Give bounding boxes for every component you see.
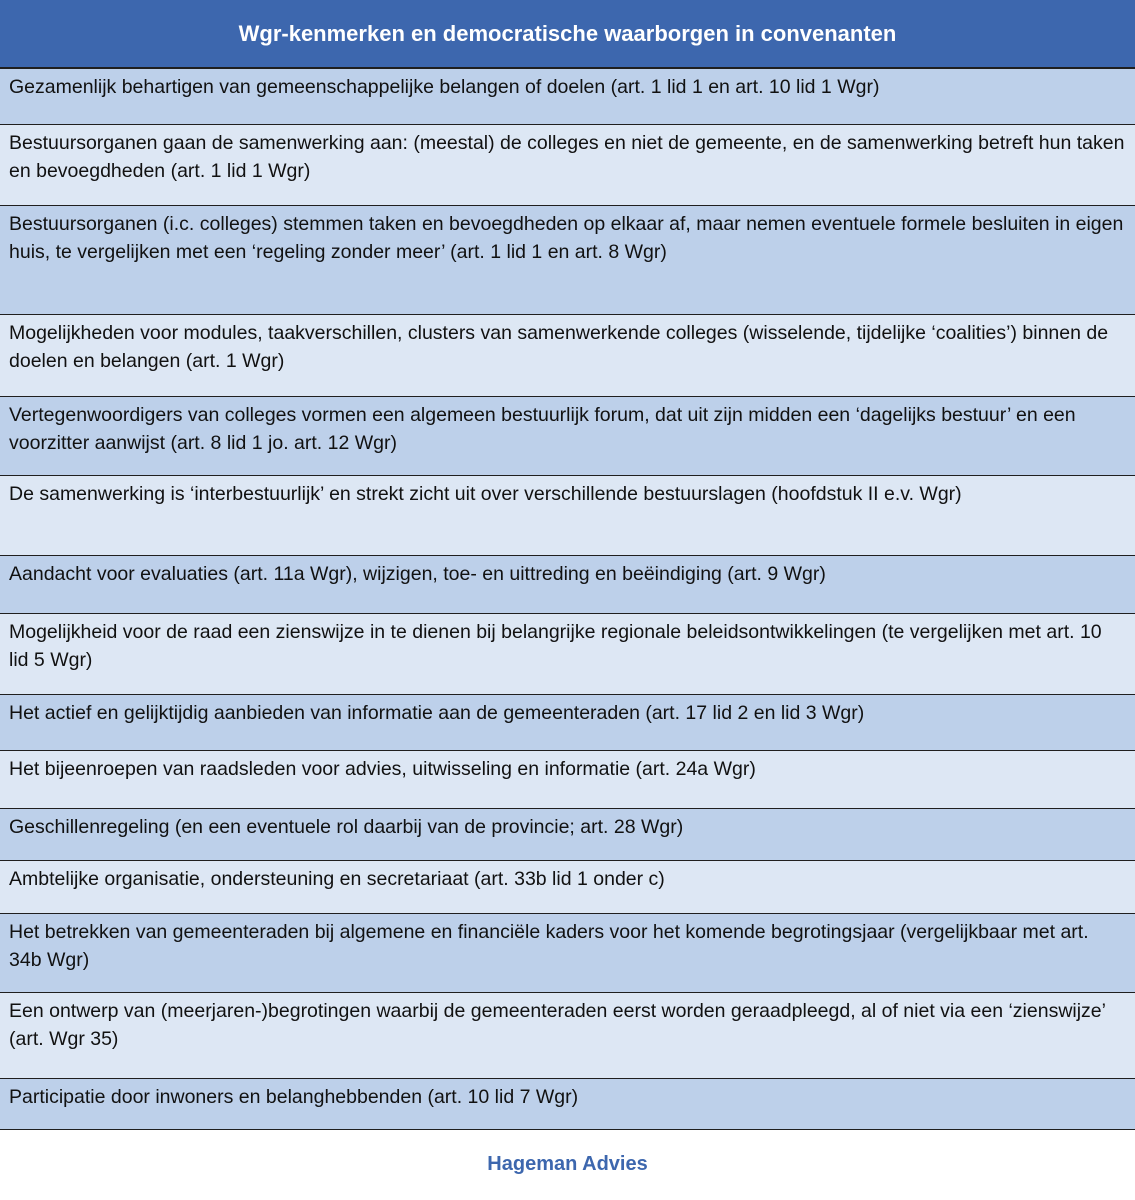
table-row: Het betrekken van gemeenteraden bij algemene en financiële kaders voor het komende begrotingsjaar (vergelijkbaar met art. 34b Wgr) [0, 913, 1135, 992]
table-row: Aandacht voor evaluaties (art. 11a Wgr), wijzigen, toe- en uittreding en beëindiging (art. 9 Wgr) [0, 555, 1135, 613]
table-row: Bestuursorganen (i.c. colleges) stemmen taken en bevoegdheden op elkaar af, maar nemen eventuele formele besluiten in eigen huis, te vergelijken met een ‘regeling zonder meer’ (art. 1 lid 1 en art. 8 Wgr) [0, 205, 1135, 314]
table-row: Ambtelijke organisatie, ondersteuning en secretariaat (art. 33b lid 1 onder c) [0, 860, 1135, 913]
table-row: Het actief en gelijktijdig aanbieden van informatie aan de gemeenteraden (art. 17 lid 2 en lid 3 Wgr) [0, 694, 1135, 750]
table-row: Bestuursorganen gaan de samenwerking aan: (meestal) de colleges en niet de gemeente, en de samenwerking betreft hun taken en bevoegdheden (art. 1 lid 1 Wgr) [0, 124, 1135, 205]
table-row: Het bijeenroepen van raadsleden voor advies, uitwisseling en informatie (art. 24a Wgr) [0, 750, 1135, 808]
table-row: Een ontwerp van (meerjaren-)begrotingen waarbij de gemeenteraden eerst worden geraadpleegd, al of niet via een ‘zienswijze’ (art. Wgr 35) [0, 992, 1135, 1078]
table-row: Geschillenregeling (en een eventuele rol daarbij van de provincie; art. 28 Wgr) [0, 808, 1135, 860]
table-row: Vertegenwoordigers van colleges vormen een algemeen bestuurlijk forum, dat uit zijn midden een ‘dagelijks bestuur’ en een voorzitter aanwijst (art. 8 lid 1 jo. art. 12 Wgr) [0, 396, 1135, 475]
table-row: De samenwerking is ‘interbestuurlijk’ en strekt zicht uit over verschillende bestuurslagen (hoofdstuk II e.v. Wgr) [0, 475, 1135, 555]
table-title: Wgr-kenmerken en democratische waarborgen in convenanten [0, 0, 1135, 68]
table-row: Mogelijkheid voor de raad een zienswijze in te dienen bij belangrijke regionale beleidsontwikkelingen (te vergelijken met art. 10 lid 5 Wgr) [0, 613, 1135, 694]
table-row: Participatie door inwoners en belanghebbenden (art. 10 lid 7 Wgr) [0, 1078, 1135, 1129]
table-row: Gezamenlijk behartigen van gemeenschappelijke belangen of doelen (art. 1 lid 1 en art. 10 lid 1 Wgr) [0, 68, 1135, 124]
footer-brand: Hageman Advies [487, 1153, 648, 1175]
table-row: Mogelijkheden voor modules, taakverschillen, clusters van samenwerkende colleges (wisselende, tijdelijke ‘coalities’) binnen de doelen en belangen (art. 1 Wgr) [0, 314, 1135, 396]
